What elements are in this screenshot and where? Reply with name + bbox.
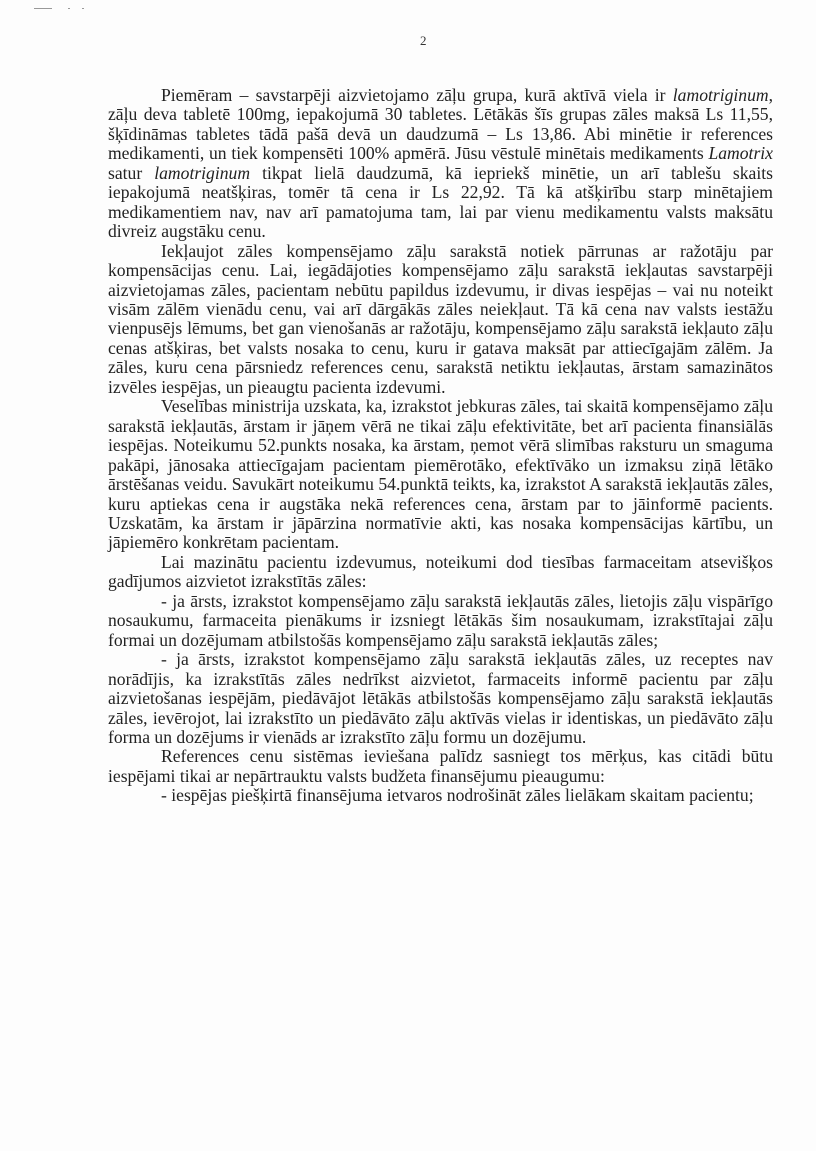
paragraph xyxy=(108,397,773,553)
document-body xyxy=(108,86,773,806)
text-segment: - iespējas piešķirtā finansējuma ietvaros nodrošināt zāles lielākam skaitam pacientu; xyxy=(161,785,754,806)
italic-term: lamotriginum xyxy=(154,162,251,183)
list-item xyxy=(108,592,773,650)
text-segment: Veselības ministrija uzskata, ka, izrakstot jebkuras zāles, tai skaitā kompensējamo zāļu sarakstā iekļautās, ārstam ir jāņem vērā ne tikai zāļu efektivitāte, bet arī pacienta finansiālās iespējas. Noteikumu 52.punkts nosaka, ka ārstam, ņemot vērā slimības raksturu un smaguma pakāpi, jānosaka attiecīgajam pacientam piemērotāko, efektīvāko un izmaksu ziņā lētāko ārstēšanas veidu. Savukārt noteikumu 54.punktā teikts, ka, izrakstot A sarakstā iekļautās zāles, kuru aptiekas cena ir augstāka nekā references cena, ārstam par to jāinformē pacients. Uzskatām, ka ārstam ir jāpārzina normatīvie akti, kas nosaka kompensācijas kārtību, un jāpiemēro konkrētam pacientam. xyxy=(108,396,773,553)
text-segment: , zāļu deva tabletē 100mg, iepakojumā 30 tabletes. Lētākās šīs grupas zāles maksā Ls 11,55, šķīdināmas tabletes tādā pašā devā un daudzumā – Ls 13,86. Abi minētie ir references medikamenti, un tiek kompensēti 100% apmērā. Jūsu vēstulē minētais medikaments xyxy=(108,85,773,164)
text-segment: tikpat lielā daudzumā, kā iepriekš minētie, un arī tablešu skaits iepakojumā neatšķiras, tomēr tā cena ir Ls 22,92. Tā kā atšķirību starp minētajiem medikamentiem nav, nav arī pamatojuma tam, lai par vienu medikamentu valsts maksātu divreiz augstāku cenu. xyxy=(108,162,773,242)
scan-artifact xyxy=(34,8,94,12)
paragraph xyxy=(108,86,773,242)
text-segment: References cenu sistēmas ieviešana palīdz sasniegt tos mērķus, kas citādi būtu iespējami tikai ar nepārtrauktu valsts budžeta finansējumu pieaugumu: xyxy=(108,746,773,786)
text-segment: Piemēram – savstarpēji aizvietojamo zāļu grupa, kurā aktīvā viela ir xyxy=(161,85,673,105)
text-segment: satur xyxy=(108,162,155,183)
list-item xyxy=(108,650,773,747)
text-segment: - ja ārsts, izrakstot kompensējamo zāļu sarakstā iekļautās zāles, uz receptes nav norādījis, ka izrakstītās zāles nedrīkst aizvietot, farmaceits informē pacientu par zāļu aizvietošanas iespējām, piedāvājot lētākās atbilstošās kompensējamo zāļu sarakstā iekļautās zāles, ievērojot, lai izrakstīto un piedāvāto zāļu aktīvās vielas ir identiskas, un piedāvāto zāļu forma un dozējums ir vienāds ar izrakstīto zāļu formu un dozējumu. xyxy=(108,649,773,747)
paragraph xyxy=(108,242,773,398)
paragraph xyxy=(108,553,773,592)
text-segment: - ja ārsts, izrakstot kompensējamo zāļu sarakstā iekļautās zāles, lietojis zāļu vispārīgo nosaukumu, farmaceita pienākums ir izsniegt lētākās šim nosaukumam, izrakstītajai zāļu formai un dozējumam atbilstošās kompensējamo zāļu sarakstā iekļautās zāles; xyxy=(108,590,773,650)
italic-term: Lamotrix xyxy=(708,143,773,164)
text-segment: Lai mazinātu pacientu izdevumus, noteikumi dod tiesības farmaceitam atsevišķos gadījumos aizvietot izrakstītās zāles: xyxy=(108,551,773,592)
paragraph xyxy=(108,747,773,786)
page-number: 2 xyxy=(420,33,427,48)
list-item xyxy=(108,786,773,805)
text-segment: Iekļaujot zāles kompensējamo zāļu sarakstā notiek pārrunas ar ražotāju par kompensācijas cenu. Lai, iegādājoties kompensējamo zāļu sarakstā iekļautas savstarpēji aizvietojamas zāles, pacientam nebūtu papildus izdevumu, ir divas iespējas – vai nu noteikt visām zālēm vienādu cenu, vai arī dārgākās zāles neiekļaut. Tā kā cena nav valsts iestāžu vienpusējs lēmums, bet gan vienošanās ar ražotāju, kompensējamo zāļu sarakstā iekļauto zāļu cenas atšķiras, bet valsts nosaka to cenu, kuru ir gatava maksāt par attiecīgajām zālēm. Ja zāles, kuru cena pārsniedz references cenu, sarakstā netiktu iekļautas, ārstam samazinātos izvēles iespējas, un pieaugtu pacienta izdevumi. xyxy=(108,240,773,397)
italic-term: lamotriginum xyxy=(672,85,769,105)
